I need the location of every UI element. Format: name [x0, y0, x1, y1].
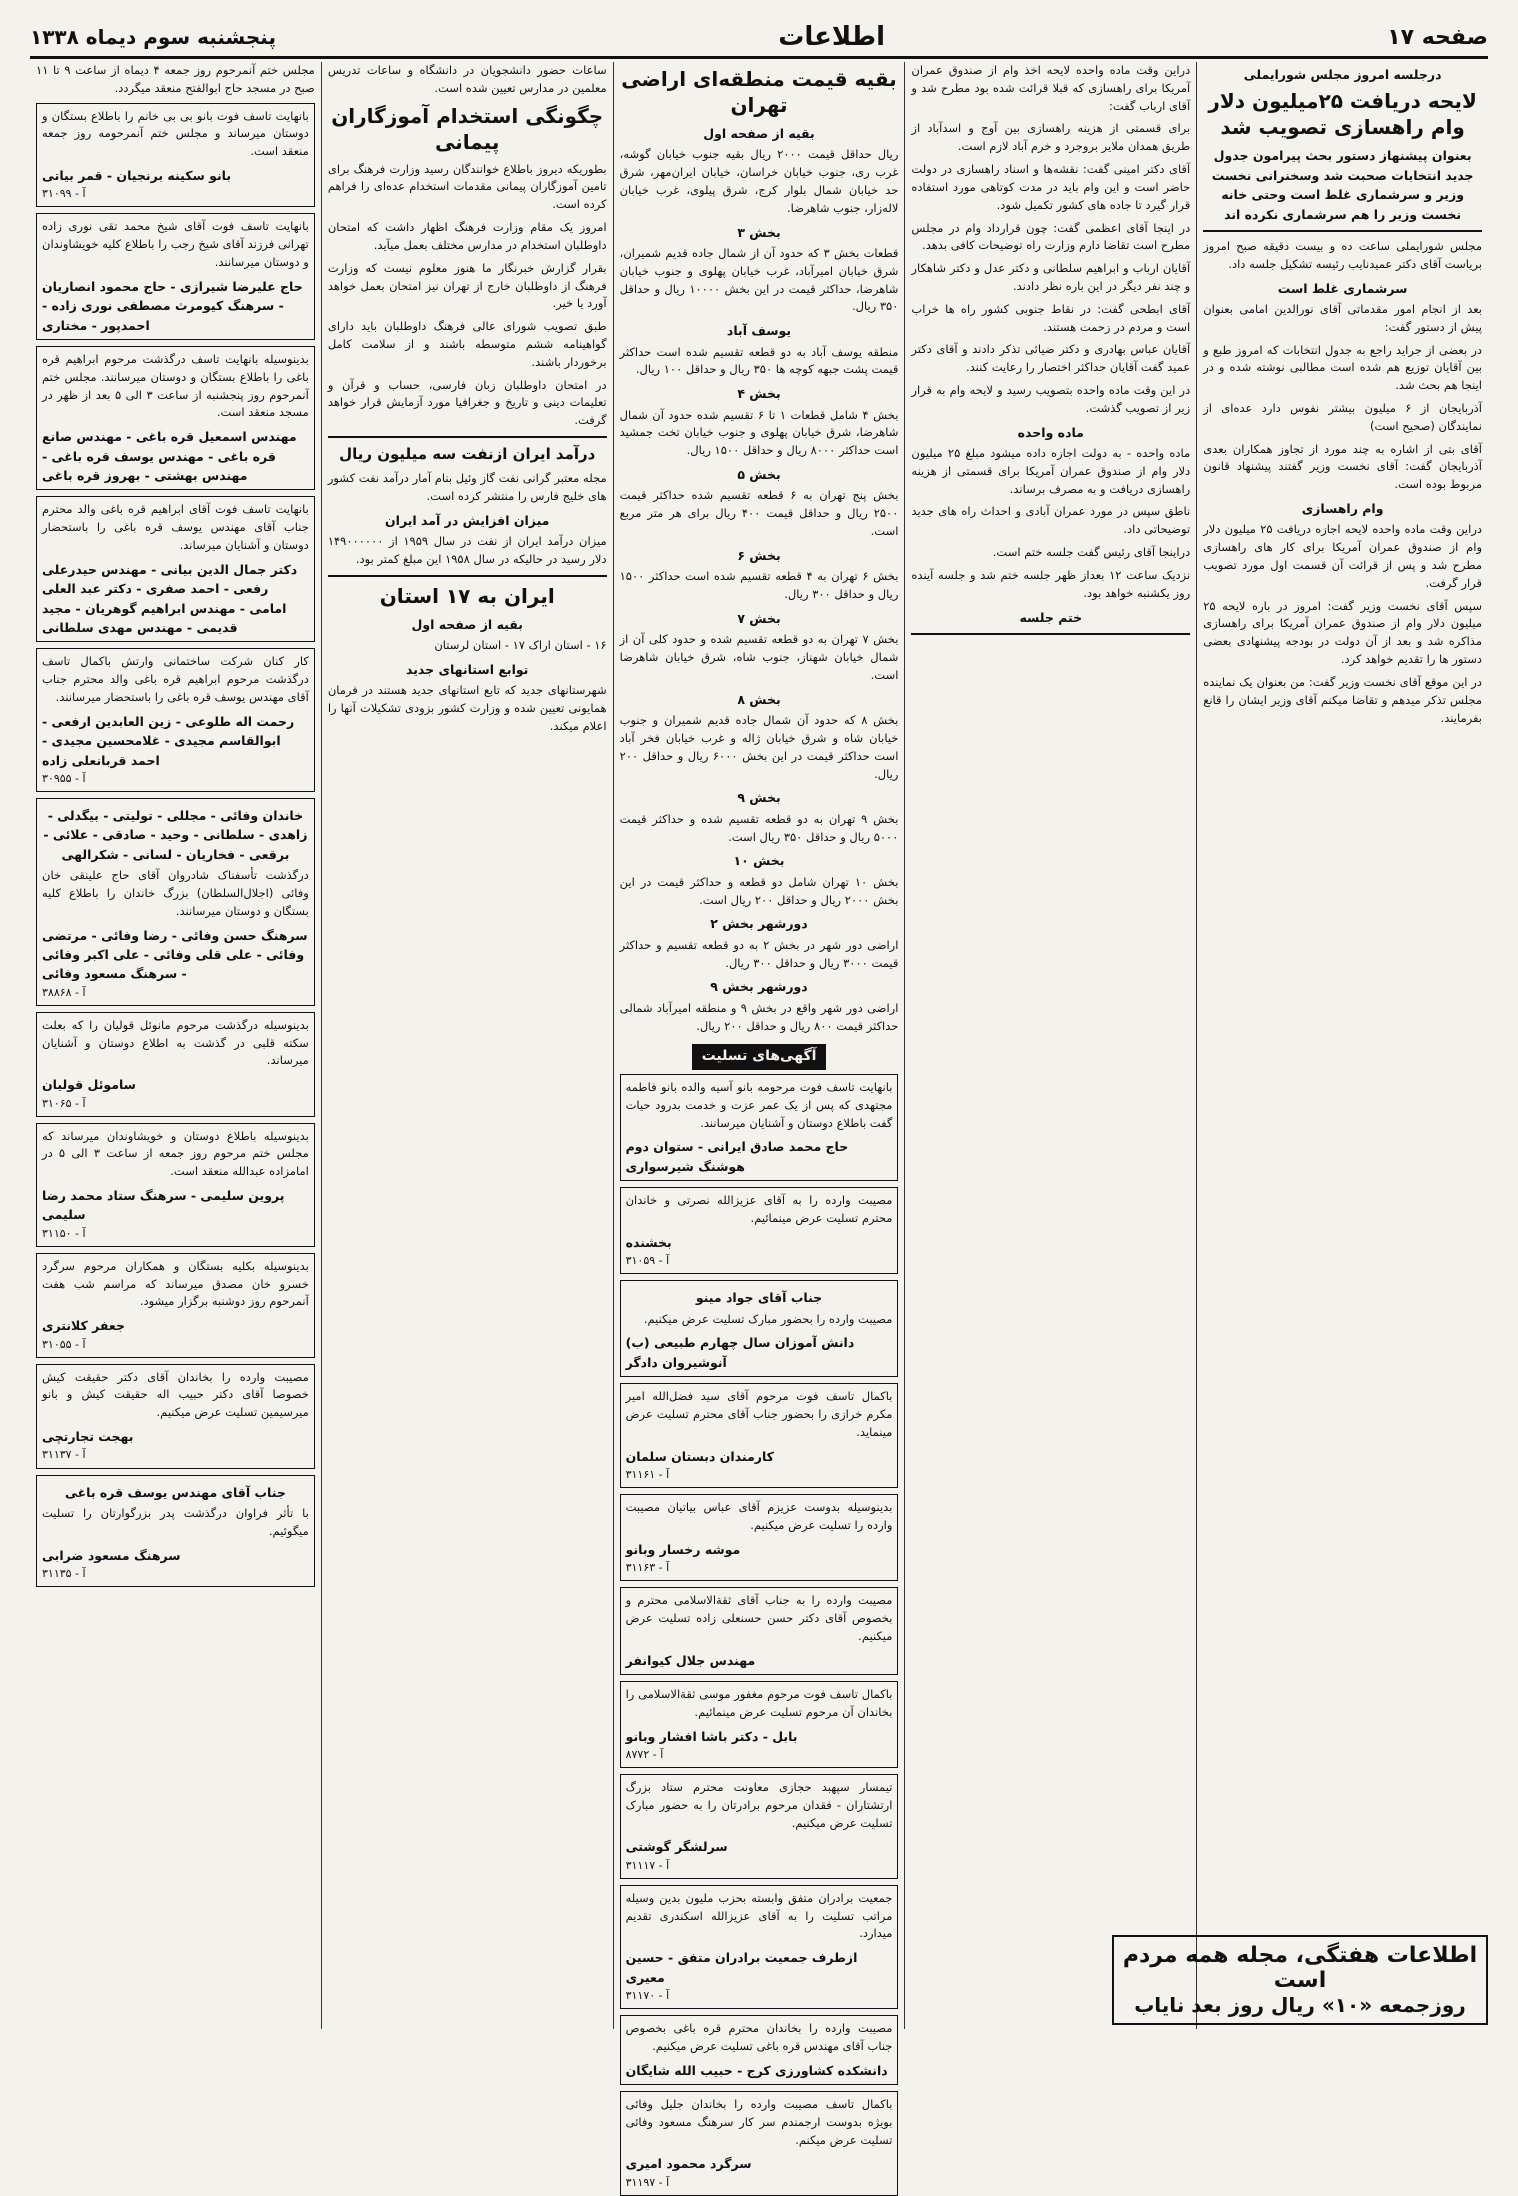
- notice-code: آ - ۳۱۱۳۵: [42, 1566, 86, 1580]
- paragraph: مجلس ختم آنمرحوم روز جمعه ۴ دیماه از ساعت ۹ تا ۱۱ صبح در مسجد حاج ابوالفتح منعقد میگردد.: [36, 63, 315, 95]
- column-parliament: [1196, 62, 1488, 2029]
- notice-text: بدینوسیله باطلاع دوستان و خویشاوندان میرساند که مجلس ختم مرحوم روز جمعه از ساعت ۳ الی ۵ در امامزاده عبدالله منعقد است.: [42, 1128, 309, 1179]
- notice-code: آ - ۳۱۱۶۳: [625, 1561, 670, 1575]
- notice-text: بدینوسیله بدوست عزیزم آقای عباس بیاتیان مصیبت وارده را تسلیت عرض میکنیم.: [625, 1500, 893, 1532]
- paragraph: قطعات بخش ۳ که حدود آن از شمال جاده قدیم شمیران، شرق خیابان امیرآباد، غرب خیابان پهلوی و جنوب خیابان شاهرضا، حداکثر قیمت در این بخش ۱۰۰۰۰ ریال و حداقل ۳۵۰ ریال.: [619, 246, 899, 314]
- paragraph: اراضی دور شهر در بخش ۲ به دو قطعه تقسیم و حداکثر قیمت ۳۰۰۰ ریال و حداقل ۳۰۰ ریال.: [619, 937, 899, 970]
- section-heading: بخش ۴: [737, 386, 781, 402]
- notice-text: مصیبت وارده را به جناب آقای ثقة‌الاسلامی محترم و بخصوص آقای دکتر حسن حسنعلی زاده تسلیت عرض میکنیم.: [625, 1593, 893, 1643]
- issue-date: پنجشنبه سوم دیماه ۱۳۳۸: [30, 25, 276, 49]
- subhead-loan: بعنوان پیشنهاز دستور بحث پیرامون جدول جدید انتخابات صحبت شد وسخنرانی نخست وزیر و سرشماری غلط است وحتی خانه نخست وزیر را هم سرشماری نکرده اند: [1211, 148, 1474, 222]
- promo-box: [1112, 1935, 1488, 2025]
- section-heading: دورشهر بخش ۲: [710, 916, 808, 932]
- notice-text: بانهایت تاسف فوت بانو بی بی خانم را باطلاع بستگان و دوستان میرساند و مجلس ختم آنمرحومه روز جمعه منعقد است.: [42, 108, 309, 159]
- paragraph: آقای ابطحی گفت: در نقاط جنوبی کشور راه ها خراب است و مردم در زحمت هستند.: [911, 301, 1191, 334]
- notice: [620, 1494, 899, 1581]
- notice-code: آ - ۳۱۰۵۵: [42, 1337, 86, 1351]
- notice-text: درگذشت تأسفناک شادروان آقای حاج علینقی خان وفائی (اجلال‌السلطان) بزرگ خاندان را باطلاع کلیه بستگان و دوستان میرسانند.: [42, 868, 309, 918]
- continued-label: بقیه از صفحه اول: [703, 126, 815, 141]
- notice: [36, 1253, 315, 1358]
- paragraph: میزان درآمد ایران از نفت در سال ۱۹۵۹ از ۱۴۹۰۰۰۰۰۰ دلار رسید در حالیکه در سال ۱۹۵۸ این مبلغ کمتر بود.: [327, 534, 607, 567]
- notice-signature: حاج علیرضا شیرازی - حاج محمود انصاریان - سرهنگ کیومرث مصطفی نوری زاده - احمدپور - مختاری: [42, 278, 303, 333]
- notice-code: آ - ۳۱۰۹۹: [42, 187, 86, 201]
- notice: [36, 103, 315, 208]
- section-heading: بخش ۱۰: [733, 853, 785, 869]
- notice-signature: سرگرد محمود امیری: [625, 2156, 752, 2172]
- section-heading: بخش ۶: [737, 547, 781, 563]
- notice-signature: مهندس جلال کیوانفر: [625, 1652, 756, 1668]
- notice-text: بانهایت تاسف فوت آقای شیخ محمد تقی نوری زاده تهرانی فرزند آقای شیخ رجب را باطلاع کلیه خویشاوندان و دوستان میرسانند.: [42, 219, 309, 270]
- notice: [36, 798, 315, 1006]
- column-land-prices: [613, 62, 905, 2189]
- notice: [620, 1280, 899, 1377]
- notice-title: جناب آقای مهندس یوسف قره باغی: [64, 1484, 286, 1500]
- paragraph: بخش ۴ شامل قطعات ۱ تا ۶ تقسیم شده حدود آن شمال شاهرضا، شرق خیابان پهلوی و جنوب خیابان تخت جمشید است حداکثر ۸۰۰۰ ریال و حداقل ۱۵۰۰ ریال.: [619, 407, 899, 458]
- notice-text: باکمال تاسف فوت مرحوم آقای سید فضل‌الله امیر مکرم خرازی را بحضور جناب آقای محترم تسلیت عرض مینماید.: [625, 1389, 893, 1439]
- section-heading: توابع استانهای جدید: [406, 662, 529, 678]
- section-heading: بخش ۹: [737, 790, 781, 806]
- paragraph: بخش ۷ تهران به دو قطعه تقسیم شده و حدود کلی آن از شمال خیابان شهناز، جنوب شاه، شرق خیابان شاهرضا است.: [619, 632, 899, 682]
- notice-code: آ - ۳۱۰۶۵: [42, 1096, 86, 1110]
- paragraph: در این وقت ماده واحده بتصویب رسید و لایحه وام به قرار زیر از تصویب گذشت.: [911, 383, 1191, 415]
- notice: [36, 346, 315, 490]
- notice-code: آ - ۳۱۱۹۷: [625, 2175, 670, 2189]
- notice-text: با تأثر فراوان درگذشت پدر بزرگوارتان را تسلیت میگوئیم.: [42, 1505, 309, 1538]
- notice-code: آ - ۳۱۱۷۰: [625, 1988, 670, 2002]
- notice-signature: بانو سکینه برنجیان - قمر بیاتی: [42, 168, 232, 184]
- headline-land-prices: بقیه قیمت منطقه‌ای اراضی تهران: [621, 67, 897, 117]
- section-heading: ماده واحده: [1017, 424, 1084, 440]
- notice-text: مصیبت وارده را بحضور مبارک تسلیت عرض میکنیم.: [643, 1311, 893, 1326]
- paragraph: مجله معتبر گرانی نفت گاز وئیل بنام آمار درآمد نفت کشور های خلیج فارس را منتشر کرده است.: [327, 471, 607, 504]
- notice-code: آ - ۳۱۱۶۱: [625, 1467, 670, 1481]
- section-heading: بخش ۳: [737, 224, 781, 240]
- notice-signature: دانش آموزان سال چهارم طبیعی (ب) آنوشیروان دادگر: [625, 1335, 855, 1370]
- notice-signature: کارمندان دبستان سلمان: [625, 1448, 774, 1464]
- notice-text: مصیبت وارده را به آقای عزیزالله نصرتی و خاندان محترم تسلیت عرض مینمائیم.: [625, 1193, 893, 1225]
- paragraph: در بعضی از جراید راجع به جدول انتخابات که امروز طبع و بین آقایان توزیع هم شده است مطالبی نوشته شده و در اینجا هم بحث شد.: [1203, 342, 1482, 393]
- paragraph: بطوریکه دیروز باطلاع خوانندگان رسید وزارت فرهنگ برای تامین آموزگاران پیمانی مقدمات استخدام عده‌ای را فراهم کرده است.: [327, 161, 607, 212]
- paragraph: سپس آقای نخست وزیر گفت: امروز در باره لایحه ۲۵ میلیون دلار وام از صندوق عمران آمریکا برای راهسازی مذاکره شد و بعد از آن دولت در بودجه پیشنهادی بعضی دستور ها را تقدیم خواهد کرد.: [1203, 598, 1482, 667]
- section-heading: بخش ۵: [737, 467, 781, 483]
- notice-text: بدینوسیله بکلیه بستگان و همکاران مرحوم سرگرد خسرو خان مصدق میرساند که مراسم شب هفت آنمرحوم روز دوشنبه برگزار میشود.: [42, 1258, 309, 1309]
- notice-code: آ - ۳۱۰۵۹: [625, 1254, 670, 1268]
- notice: [36, 1364, 315, 1469]
- section-heading: وام راهسازی: [1301, 501, 1384, 516]
- notice-signature: پروین سلیمی - سرهنگ ستاد محمد رضا سلیمی: [42, 1188, 285, 1223]
- paragraph: آقای بتی از اشاره به چند مورد از تجاوز همکاران بعدی آذربایجان گفت: آقای نخست وزیر گفتند پیشنهاد قانون مربوط بوده است.: [1203, 441, 1482, 492]
- notice-text: کار کنان شرکت ساختمانی وارتش باکمال تاسف درگذشت مرحوم ابراهیم قره باغی والد محترم جناب آقای مهندس یوسف قره باغی را باستحضار میرسانند.: [42, 654, 309, 704]
- paragraph: دراین وقت ماده واحده لایحه اخذ وام از صندوق عمران آمریکا برای راهسازی که قبلا قرائت شده بود مطرح شد و آقای ارباب گفت:: [911, 63, 1191, 113]
- paragraph: آقایان عباس بهادری و دکتر ضیائی تذکر دادند و آقای دکتر عمید گفت آقایان حداکثر اختصار را رعایت کنند.: [911, 342, 1191, 375]
- notice-text: باکمال تاسف مصیبت وارده را بخاندان جلیل وفائی بویژه بدوست ارجمندم سر کار سرهنگ مسعود وفائی تسلیت عرض میکنم.: [625, 2097, 893, 2147]
- column-obituaries: [30, 62, 321, 2029]
- notice-text: بدینوسیله درگذشت مرحوم مانوئل قولیان را که بعلت سکته قلبی در گذشت به اطلاع دوستان و آشنایان میرساند.: [42, 1017, 309, 1068]
- notice-signature: رحمت اله طلوعی - زین العابدین ارفعی - ابوالقاسم مجیدی - غلامحسین مجیدی - احمد قربانعلی زاده: [42, 713, 295, 768]
- condolence-section-tag: آگهی‌های تسلیت: [692, 1044, 827, 1070]
- notice: [36, 648, 315, 792]
- section-heading: سرشماری غلط است: [1277, 280, 1408, 296]
- notice-text: تیمسار سپهبد حجازی معاونت محترم ستاد بزرگ ارتشتاران - فقدان مرحوم برادرتان را به حضور مبارک تسلیت عرض میکنیم.: [625, 1779, 893, 1830]
- paragraph: ۱۶ - استان اراک ۱۷ - استان لرستان: [434, 638, 607, 653]
- paragraph: بخش پنج تهران به ۶ قطعه تقسیم شده حداکثر قیمت ۲۵۰۰ ریال و حداقل قیمت ۴۰۰ ریال برای هر متر مربع است.: [619, 488, 899, 539]
- paragraph: مجلس شورایملی ساعت ده و بیست دقیقه صبح امروز بریاست آقای دکتر عمیدنایب رئیسه تشکیل جلسه داد.: [1203, 238, 1482, 271]
- paragraph: دراینجا آقای رئیس گفت جلسه ختم است.: [992, 545, 1191, 560]
- notice-code: آ - ۳۱۱۱۷: [625, 1858, 670, 1872]
- paragraph: بعد از انجام امور مقدماتی آقای نورالدین امامی بعنوان پیش از دستور گفت:: [1203, 301, 1482, 334]
- notice-code: آ - ۳۱۱۳۷: [42, 1448, 86, 1462]
- notice: [620, 1885, 899, 2009]
- paragraph: شهرستانهای جدید که تابع استانهای جدید هستند در فرمان همایونی تعیین شده و وزارت کشور بزودی تشکیلات آنها را اعلام میکند.: [327, 683, 607, 734]
- paragraph: بخش ۱۰ تهران شامل دو قطعه و حداکثر قیمت در این بخش ۲۰۰۰ ریال و حداقل ۲۰۰ ریال است.: [619, 874, 899, 907]
- notice: [36, 1123, 315, 1247]
- paragraph: ماده واحده - به دولت اجازه داده میشود مبلغ ۲۵ میلیون دلار وام از صندوق عمران آمریکا برای قسمتی از هزینه راهسازی دریافت و به مصرف برساند.: [911, 446, 1191, 496]
- paragraph: در این موقع آقای نخست وزیر گفت: من بعنوان یک نماینده مجلس تذکر میدهم و تقاضا میکنم آقای وزیر ایشان را قانع بفرمایند.: [1203, 674, 1482, 725]
- section-heading: یوسف آباد: [726, 323, 792, 339]
- notice: [620, 1187, 899, 1274]
- notice: [620, 1383, 899, 1488]
- paragraph: برای قسمتی از هزینه راهسازی بین آوج و اسدآباد از طریق همدان ملایر بروجرد و خرم آباد لازم است.: [911, 121, 1191, 154]
- paragraph: ریال حداقل قیمت ۲۰۰۰ ریال بقیه جنوب خیابان گوشه، غرب ری، جنوب خیابان خراسان، خیابان ایران‌مهر، شرق حد خیابان شمال بلوار کرج، شرق پیلوی، غرب خیابان لاله‌زار، جنوب شاهرضا.: [619, 147, 899, 215]
- divider: [1203, 230, 1482, 232]
- notice: [620, 1587, 899, 1675]
- section-heading: دورشهر بخش ۹: [710, 979, 808, 995]
- paper-name: اطلاعات: [778, 22, 885, 52]
- notice-signature: دکتر جمال الدین بیانی - مهندس حیدرعلی رفعی - احمد صفری - دکتر عبد العلی امامی - مهندس ابراهیم گوهریان - مجید قدیمی - مهندس مهدی سلطانی: [42, 561, 298, 635]
- headline-oil-revenue: درآمد ایران ازنفت سه میلیون ریال: [339, 445, 596, 463]
- notice-signature: سرهنگ حسن وفائی - رضا وفائی - مرتضی وفائی - علی قلی وفائی - علی اکبر وفائی - سرهنگ مسعود وفائی: [42, 927, 308, 982]
- notice-signature: ازطرف جمعیت برادران متفق - حسین معیری: [625, 1950, 858, 1985]
- paragraph: منطقه یوسف آباد به دو قطعه تقسیم شده است حداکثر قیمت پشت جبهه کوچه ها ۳۵۰ ریال و حداقل ۱۰۰ ریال.: [619, 344, 899, 377]
- section-heading: بخش ۷: [737, 610, 781, 626]
- column-parliament-cont: [904, 62, 1196, 2029]
- paragraph: امروز یک مقام وزارت فرهنگ اظهار داشت که امتحان داوطلبان استخدام در مدارس مختلف بعمل میآید.: [327, 220, 607, 252]
- notice-signature: مهندس اسمعیل قره باغی - مهندس صانع قره باغی - مهندس یوسف قره باغی - مهندس بهشتی - بهروز قره باغی: [42, 429, 297, 484]
- page-number: صفحه ۱۷: [1387, 24, 1488, 50]
- columns: [30, 62, 1488, 2189]
- continued-label: بقیه از صفحه اول: [411, 616, 523, 632]
- paragraph: بقرار گزارش خبرنگار ما هنوز معلوم نیست که وزارت فرهنگ از داوطلبان خارج از تهران نیز امتحان بعمل خواهد آورد یا خیر.: [327, 260, 607, 311]
- headline-teachers: چگونگی استخدام آموزگاران پیمانی: [331, 103, 604, 154]
- section-heading: میزان افزایش در آمد ایران: [384, 512, 550, 528]
- notice: [36, 213, 315, 340]
- notice: [36, 496, 315, 642]
- notice-title: جناب آقای جواد مینو: [695, 1290, 823, 1306]
- notice-title: خاندان وفائی - مجللی - تولیتی - بیگدلی - زاهدی - سلطانی - وحید - صادقی - علائی - برقعی - فخاریان - لسانی - شکرالهی: [43, 807, 308, 862]
- paragraph: بخش ۶ تهران به ۴ قطعه تقسیم شده است حداکثر ۱۵۰۰ ریال و حداقل ۳۰۰ ریال.: [619, 569, 899, 602]
- notice-signature: جعفر کلانتری: [42, 1318, 125, 1334]
- divider: [328, 436, 607, 438]
- paragraph: ناطق سپس در مورد عمران آبادی و احداث راه های جدید توضیحاتی داد.: [911, 504, 1191, 537]
- paragraph: آقایان ارباب و ابراهیم سلطانی و دکتر عدل و دکتر شاهکار و چند نفر دیگر در این باره نظر دادند.: [911, 261, 1191, 293]
- notice-signature: سرهنگ مسعود ضرابی: [42, 1547, 181, 1563]
- divider: [328, 575, 607, 577]
- divider: [911, 633, 1190, 635]
- notice-code: آ - ۳۰۹۵۵: [42, 771, 86, 785]
- notice-text: بانهایت تاسف فوت مرحومه بانو آسیه والده بانو فاطمه مجتهدی که پس از یک عمر عزت و خدمت بدرود حیات گفت باطلاع دوستان و آشنایان میرسانند.: [625, 1080, 893, 1130]
- notice: [620, 1774, 899, 1879]
- notice-signature: دانشکده کشاورزی کرج - حبیب الله شایگان: [625, 2062, 888, 2078]
- paragraph: نزدیک ساعت ۱۲ بعداز ظهر جلسه ختم شد و جلسه آینده روز یکشنبه خواهد بود.: [911, 567, 1191, 600]
- paragraph: دراین وقت ماده واحده لایحه اجازه دریافت ۲۵ میلیون دلار وام از صندوق عمران آمریکا برای کار های راهسازی مطرح شد و پس از قرائت آن قسمت اول مورد تصویب قرار گرفت.: [1203, 522, 1482, 590]
- promo-line-1: اطلاعات هفتگی، مجله همه مردم است: [1122, 1943, 1478, 1993]
- notice-signature: حاج محمد صادق ایرانی - ستوان دوم هوشنگ شیرسواری: [625, 1139, 849, 1174]
- promo-line-2: روزجمعه «۱۰» ریال روز بعد نایاب: [1134, 1993, 1466, 2017]
- paragraph: در امتحان داوطلبان زبان فارسی، حساب و قرآن و تعلیمات دینی و تاریخ و جغرافیا مورد آزمایش قرار خواهد گرفت.: [327, 377, 607, 428]
- paragraph: ساعات حضور دانشجویان در دانشگاه و ساعات تدریس معلمین در مدارس تعیین شده است.: [327, 63, 607, 95]
- notice: [620, 1681, 899, 1768]
- section-heading: بخش ۸: [737, 691, 781, 707]
- notice-text: باکمال تاسف فوت مرحوم مغفور موسی ثقة‌الاسلامی را بخاندان آن مرحوم تسلیت عرض مینمائیم.: [625, 1686, 893, 1719]
- paragraph: آذربایجان از ۶ میلیون بیشتر نفوس دارد عده‌ای از نمایندگان (صحیح است): [1203, 400, 1482, 433]
- notice: [620, 1074, 899, 1181]
- notice-text: جمعیت برادران متفق وابسته بحزب ملیون بدین وسیله مراتب تسلیت را به آقای عزیزالله اسکندری تقدیم میدارد.: [625, 1890, 893, 1941]
- masthead: [30, 18, 1488, 59]
- notice-text: مصیبت وارده را بخاندان محترم قره باغی بخصوص جناب آقای مهندس قره باغی تسلیت عرض میکنیم.: [625, 2021, 893, 2053]
- notice: [620, 2015, 899, 2085]
- paragraph: بخش ۸ که حدود آن شمال جاده قدیم شمیران و جنوب خیابان شاه و شرق خیابان ژاله و غرب خیابان فخر آباد است حداکثر قیمت در این بخش ۶۰۰۰ ریال و حداقل ۲۰۰ ریال.: [619, 713, 899, 781]
- notice-signature: موشه رخسار وبانو: [625, 1541, 741, 1557]
- headline-provinces: ایران به ۱۷ استان: [379, 583, 555, 608]
- paragraph: در اینجا آقای اعظمی گفت: چون قرارداد وام در مجلس مطرح است تقاضا دارم وزارت راه توضیحات کافی بدهد.: [911, 220, 1191, 253]
- notice-signature: سرلشگر گوشتی: [625, 1839, 728, 1855]
- notice-text: مصیبت وارده را بخاندان آقای دکتر حقیقت کیش خصوصا آقای دکتر حبیب اله حقیقت کیش و بانو میرسیمین تسلیت عرض میکنیم.: [42, 1369, 309, 1420]
- notice-signature: بابل - دکتر باشا افشار وبانو: [625, 1728, 798, 1744]
- paragraph: اراضی دور شهر واقع در بخش ۹ و منطقه امیرآباد شمالی حداکثر قیمت ۸۰۰ ریال و حداقل ۲۰۰ ریال.: [619, 1000, 899, 1033]
- notice-text: بدینوسیله بانهایت تاسف درگذشت مرحوم ابراهیم قره باغی را باطلاع بستگان و دوستان میرسانند. مجلس ختم آنمرحوم روز پنجشنبه از ساعت ۳ الی ۵ بعد از ظهر در مسجد منعقد است.: [42, 352, 309, 420]
- notice-signature: بخشنده: [625, 1234, 672, 1250]
- column-education: [321, 62, 613, 2029]
- notice-signature: ساموئل قولیان: [42, 1077, 136, 1093]
- kicker: درجلسه امروز مجلس شورایملی: [1243, 67, 1442, 82]
- paragraph: طبق تصویب شورای عالی فرهنگ داوطلبان باید دارای گواهینامه ششم متوسطه باشند و از سلامت کامل برخوردار باشند.: [327, 319, 607, 369]
- notice-signature: بهجت تجارتچی: [42, 1429, 134, 1445]
- notice-code: آ - ۸۷۷۲: [625, 1747, 664, 1761]
- notice-code: آ - ۳۸۸۶۸: [42, 985, 86, 999]
- section-heading: ختم جلسه: [1019, 609, 1083, 625]
- notice-text: بانهایت تاسف فوت آقای ابراهیم قره باغی والد محترم جناب آقای مهندس یوسف قره باغی را باستحضار دوستان و آشنایان میرساند.: [42, 502, 309, 553]
- headline-loan: لایحه دریافت ۲۵میلیون دلار وام راهسازی تصویب شد: [1208, 89, 1477, 140]
- notice-code: آ - ۳۱۱۵۰: [42, 1226, 86, 1240]
- notice: [620, 2091, 899, 2196]
- paragraph: بخش ۹ تهران به دو قطعه تقسیم شده و حداکثر قیمت ۵۰۰۰ ریال و حداقل ۳۵۰ ریال است.: [619, 811, 899, 844]
- notice: [36, 1475, 315, 1587]
- notice: [36, 1012, 315, 1117]
- paragraph: آقای دکتر امینی گفت: نقشه‌ها و اسناد راهسازی در دولت حاضر است و این وام باید در مدت کوتاهی مورد استفاده قرار گیرد تا جاده های کشور تکمیل شود.: [911, 162, 1191, 212]
